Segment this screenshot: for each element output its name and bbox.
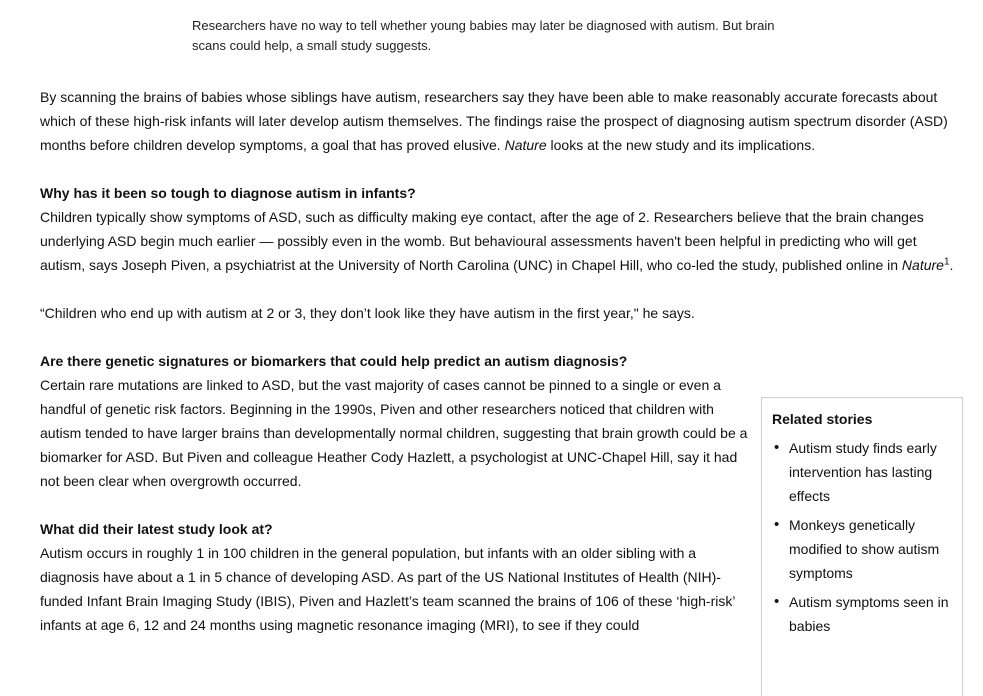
- intro-paragraph: [40, 85, 965, 157]
- related-stories-box: [761, 397, 963, 696]
- section1-journal: Nature: [901, 257, 944, 273]
- section-heading-diagnosis: Why has it been so tough to diagnose autism in infants?: [40, 185, 416, 201]
- section-heading-study: What did their latest study look at?: [40, 521, 273, 537]
- related-story-link-monkeys[interactable]: Monkeys genetically modified to show autism symptoms: [789, 517, 940, 581]
- section-body-study: Autism occurs in roughly 1 in 100 children in the general population, but infants with an older sibling with a diagnosis have about a 1 in 5 chance of developing ASD. As part of the US National Institutes of Health (NIH)-funded Infant Brain Imaging Study (IBIS), Piven and Hazlett’s team scanned the brains of 106 of these ‘high-risk’ infants at age 6, 12 and 24 months using magnetic resonance imaging (MRI), to see if they could: [40, 545, 735, 633]
- related-stories-list: [772, 436, 952, 638]
- related-stories-title: Related stories: [772, 411, 873, 427]
- piven-quote: “Children who end up with autism at 2 or 3, they don’t look like they have autism in the first year," he says.: [40, 305, 695, 321]
- standfirst: [192, 16, 832, 56]
- related-story-link-early-intervention[interactable]: Autism study finds early intervention has lasting effects: [789, 440, 937, 504]
- section1-end: .: [949, 257, 954, 273]
- related-story-item: [772, 590, 952, 638]
- intro-journal: Nature: [504, 137, 547, 153]
- intro-text: By scanning the brains of babies whose siblings have autism, researchers say they have been able to make reasonably accurate forecasts about which of these high-risk infants will later develop autism themselves. The findings raise the prospect of diagnosing autism spectrum disorder (ASD) months before children develop symptoms, a goal that has proved elusive.: [40, 89, 948, 153]
- related-story-item: [772, 436, 952, 508]
- section-body-biomarkers: Certain rare mutations are linked to ASD, but the vast majority of cases cannot be pinned to a single or even a handful of genetic risk factors. Beginning in the 1990s, Piven and other researchers noticed that children with autism tended to have larger brains than developmentally normal children, suggesting that brain growth could be a biomarker for ASD. But Piven and colleague Heather Cody Hazlett, a psychologist at UNC-Chapel Hill, say it had not been clear when overgrowth occurred.: [40, 377, 748, 489]
- section1-text: Children typically show symptoms of ASD, such as difficulty making eye contact, after the age of 2. Researchers believe that the brain changes underlying ASD begin much earlier — possibly even in the womb. But behavioural assessments haven't been helpful in predicting who will get autism, says Joseph Piven, a psychiatrist at the University of North Carolina (UNC) in Chapel Hill, who co-led the study, published online in: [40, 209, 924, 273]
- related-story-item: [772, 513, 952, 585]
- reference-marker[interactable]: 1: [943, 256, 950, 268]
- intro-tail: looks at the new study and its implications.: [546, 137, 816, 153]
- section-body-diagnosis: [40, 205, 965, 277]
- section-heading-biomarkers: Are there genetic signatures or biomarkers that could help predict an autism diagnosis?: [40, 353, 628, 369]
- standfirst-line-2: scans could help, a small study suggests.: [192, 38, 432, 53]
- standfirst-line-1: Researchers have no way to tell whether young babies may later be diagnosed with autism. But brain: [192, 18, 775, 33]
- related-story-link-symptoms-babies[interactable]: Autism symptoms seen in babies: [789, 594, 949, 634]
